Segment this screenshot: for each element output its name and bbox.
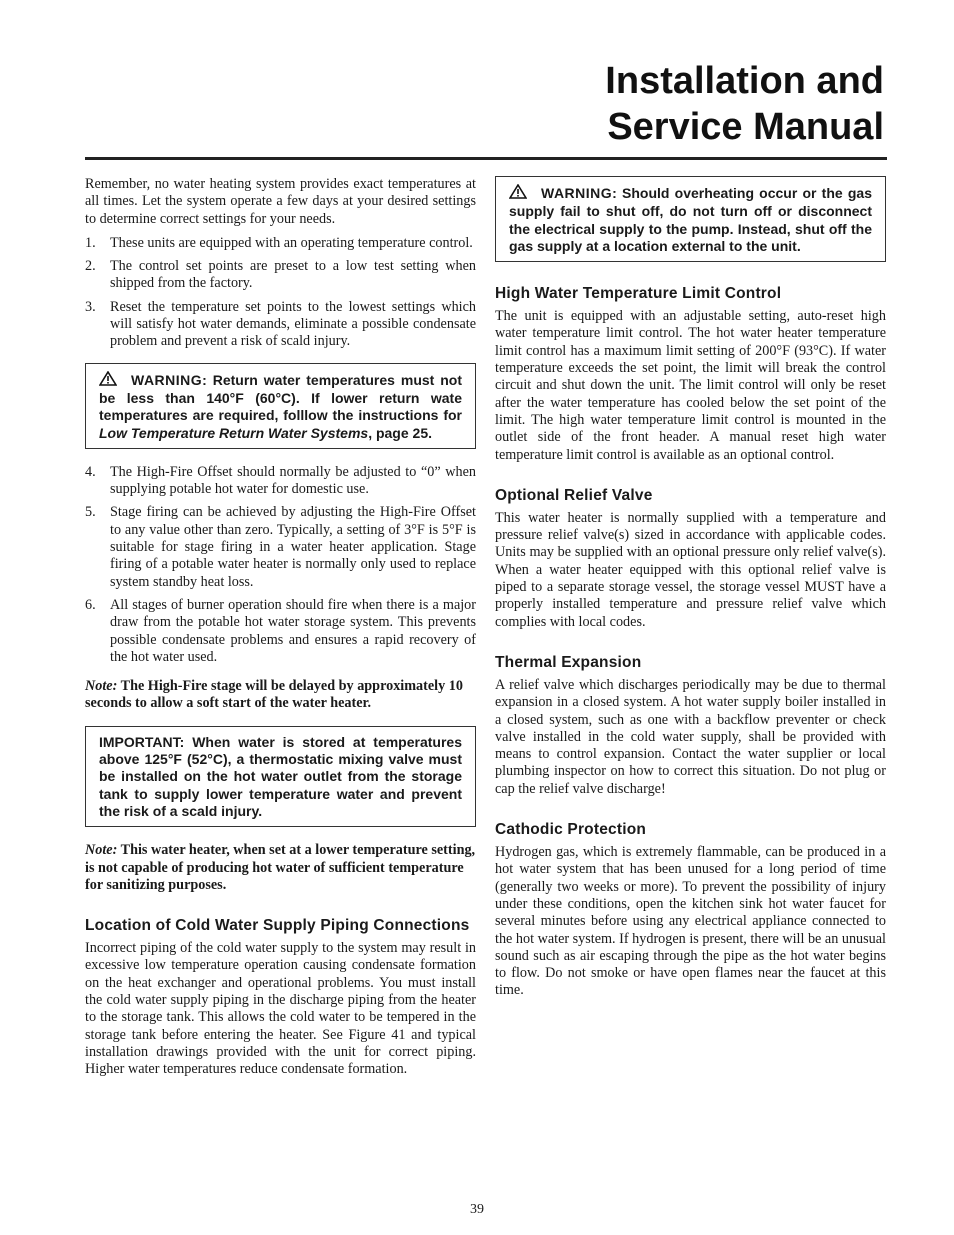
- list-text: The High-Fire Offset should normally be adjusted to “0” when supplying potable hot water for domestic use.: [110, 463, 476, 498]
- warning-label: WARNING: [541, 185, 613, 201]
- list-item: [85, 235, 476, 252]
- note-text: This water heater, when set at a lower temperature setting, is not capable of producing hot water of sufficient temperature for sanitizing purposes.: [85, 842, 476, 893]
- note-text: The High-Fire stage will be delayed by approximately 10 seconds to allow a soft start of the water heater.: [85, 678, 463, 712]
- list-number: 6.: [85, 596, 96, 613]
- important-box: [85, 726, 476, 827]
- list-text: The control set points are preset to a low test setting when shipped from the factory.: [110, 258, 476, 292]
- offset-list: [85, 464, 476, 666]
- overheating-warning-box: [495, 176, 886, 262]
- list-item: [85, 597, 476, 666]
- left-column: [85, 176, 476, 1085]
- right-column: [495, 176, 886, 1007]
- header-rule: [85, 157, 887, 160]
- note-label: Note:: [85, 678, 118, 695]
- list-item: [85, 504, 476, 590]
- warning-triangle-icon: [99, 371, 117, 390]
- sanitizing-note: [85, 842, 476, 894]
- page-number: 39: [470, 1202, 484, 1217]
- list-number: 3.: [85, 298, 96, 315]
- page-title: [605, 58, 884, 150]
- list-number: 1.: [85, 234, 96, 251]
- warning-triangle-icon: [509, 184, 527, 203]
- section-heading: High Water Temperature Limit Control: [495, 285, 782, 303]
- high-fire-note: [85, 678, 476, 713]
- section-paragraph: The unit is equipped with an adjustable setting, auto-reset high water temperature limit control. The hot water heater temperature limit control has a maximum limit setting of 200°F (93°C). If water temperature exceeds the set point, the limit will break the control circuit and shut down the unit. The limit control will only be reset after the water temperature has cooled below the set point of the limit. The high water temperature limit control is mounted in the outlet side of the front header. A manual reset high water temperature limit control is available as an optional control.: [495, 308, 886, 463]
- warning-text: : Return water temperatures must not be less than 140°F (60°C). If lower return wate temperatures are required, folllow the instructions for: [99, 371, 462, 424]
- return-water-warning-box: [85, 363, 476, 449]
- warning-page-ref: , page 25.: [368, 424, 432, 441]
- section-heading: Cathodic Protection: [495, 821, 647, 839]
- list-item: [85, 464, 476, 499]
- list-number: 5.: [85, 504, 96, 521]
- section-heading: Thermal Expansion: [495, 653, 642, 671]
- section-paragraph: Incorrect piping of the cold water supply to the system may result in excessive low temperature operation causing condensate formation on the heat exchanger and operational problems. You must install the cold water supply piping in the discharge piping from the heater to the storage tank. This allows the cold water to be tempered in the storage tank before entering the heater. See Figure 41 and typical installation drawings provided with the unit for correct piping. Higher water temperatures reduce condensate formation.: [85, 940, 476, 1078]
- section-heading: Optional Relief Valve: [495, 486, 653, 504]
- note-label: Note:: [85, 842, 118, 859]
- warning-label: WARNING: [131, 371, 203, 388]
- warning-reference: Low Temperature Return Water Systems: [99, 424, 369, 441]
- section-paragraph: Hydrogen gas, which is extremely flammable, can be produced in a hot water system that has been unused for a long period of time (generally two weeks or more). To prevent the possibility of injury under these conditions, open the kitchen sink hot water faucet for several minutes before using any electrical appliance connected to the hot water system. If hydrogen is present, there will be an unusual sound such as air escaping through the pipe as the hot water begins to flow. Do not smoke or have open flames near the faucet at this time.: [495, 844, 886, 999]
- list-item: [85, 299, 476, 351]
- list-text: Stage firing can be achieved by adjusting the High-Fire Offset to any value other than zero. Typically, a setting of 3°F is 5°F is suitable for stage firing in a water heater application. Stage firing of a potable water heater is normally only used to replace system standby heat loss.: [110, 504, 476, 590]
- list-number: 4.: [85, 463, 96, 480]
- settings-list: [85, 235, 476, 351]
- list-text: All stages of burner operation should fire when there is a major draw from the potable hot water storage system. This prevents possible condensate problems and ensures a rapid recovery of the hot water used.: [110, 596, 476, 665]
- list-number: 2.: [85, 258, 96, 275]
- list-text: These units are equipped with an operating temperature control.: [110, 234, 473, 251]
- title-line-1: Installation and: [605, 60, 884, 102]
- list-item: [85, 258, 476, 293]
- title-line-2: Service Manual: [607, 106, 884, 148]
- section-heading: Location of Cold Water Supply Piping Connections: [85, 917, 470, 935]
- section-paragraph: This water heater is normally supplied with a temperature and pressure relief valve(s) sized in accordance with applicable codes. Units may be supplied with an optional pressure only relief valve(s). When a water heater equipped with this optional relief valve is piped to a separate storage vessel, the storage vessel MUST have a properly installed temperature and pressure relief valve which complies with local codes.: [495, 509, 886, 630]
- important-text: IMPORTANT: When water is stored at temperatures above 125°F (52°C), a thermostatic mixing valve must be installed on the hot water outlet from the storage tank to supply lower temperature water and prevent the risk of a scald injury.: [99, 733, 462, 819]
- warning-text: : Should overheating occur or the gas supply fail to shut off, do not turn off or disconnect the electrical supply to the pump. Instead, shut off the gas supply at a location external to the unit.: [509, 185, 872, 254]
- list-text: Reset the temperature set points to the lowest settings which will satisfy hot water demands, eliminate a possible condensate problem and prevent a risk of scald injury.: [110, 298, 476, 350]
- intro-paragraph: Remember, no water heating system provides exact temperatures at all times. Let the system operate a few days at your desired settings to determine correct settings for your needs.: [85, 176, 476, 227]
- section-paragraph: A relief valve which discharges periodically may be due to thermal expansion in a closed system. A hot water supply boiler installed in a closed system, such as one with a backflow preventer or check valve installed in the cold water supply, shall be provided with means to control expansion. Contact the water supplier or local plumbing inspector on how to correct this situation. Do not plug or cap the relief valve discharge!: [495, 676, 886, 797]
